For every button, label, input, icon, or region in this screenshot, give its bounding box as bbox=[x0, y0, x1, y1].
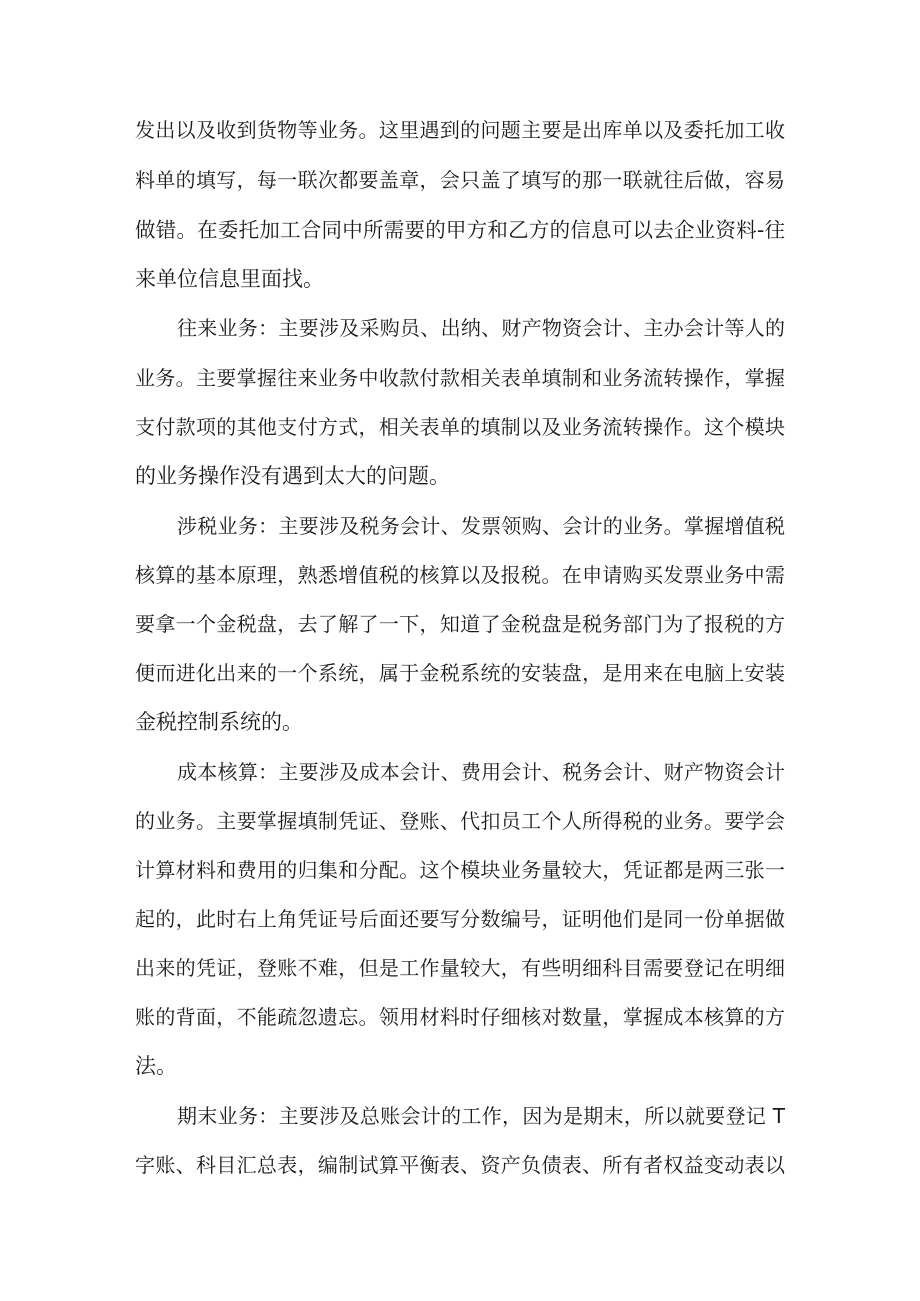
text-line: 起的，此时右上角凭证号后面还要写分数编号，证明他们是同一份单据做 bbox=[135, 907, 785, 931]
text-line: 做错。在委托加工合同中所需要的甲方和乙方的信息可以去企业资料-往 bbox=[135, 218, 785, 242]
text-line: 金税控制系统的。 bbox=[135, 710, 303, 734]
text-line: 的业务操作没有遇到太大的问题。 bbox=[135, 464, 450, 488]
text-line: 成本核算：主要涉及成本会计、费用会计、税务会计、财产物资会计 bbox=[177, 760, 785, 784]
text-line: 的业务。主要掌握填制凭证、登账、代扣员工个人所得税的业务。要学会 bbox=[135, 809, 785, 833]
text-line: 便而进化出来的一个系统，属于金税系统的安装盘，是用来在电脑上安装 bbox=[135, 661, 785, 685]
text-line: 涉税业务：主要涉及税务会计、发票领购、会计的业务。掌握增值税 bbox=[177, 514, 785, 538]
text-line: 账的背面，不能疏忽遗忘。领用材料时仔细核对数量，掌握成本核算的方 bbox=[135, 1005, 785, 1029]
text-line: 期末业务：主要涉及总账会计的工作，因为是期末，所以就要登记 T bbox=[177, 1104, 785, 1128]
text-line: 往来业务：主要涉及采购员、出纳、财产物资会计、主办会计等人的 bbox=[177, 316, 785, 340]
text-line: 法。 bbox=[135, 1054, 177, 1078]
text-line: 料单的填写，每一联次都要盖章，会只盖了填写的那一联就往后做，容易 bbox=[135, 168, 785, 192]
text-line: 计算材料和费用的归集和分配。这个模块业务量较大，凭证都是两三张一 bbox=[135, 858, 785, 882]
text-line: 来单位信息里面找。 bbox=[135, 267, 324, 291]
text-line: 业务。主要掌握往来业务中收款付款相关表单填制和业务流转操作，掌握 bbox=[135, 366, 785, 390]
text-line: 要拿一个金税盘，去了解了一下，知道了金税盘是税务部门为了报税的方 bbox=[135, 612, 785, 636]
text-line: 发出以及收到货物等业务。这里遇到的问题主要是出库单以及委托加工收 bbox=[135, 118, 785, 142]
text-line: 核算的基本原理，熟悉增值税的核算以及报税。在申请购买发票业务中需 bbox=[135, 563, 785, 587]
text-line: 字账、科目汇总表，编制试算平衡表、资产负债表、所有者权益变动表以 bbox=[135, 1153, 785, 1177]
text-line: 支付款项的其他支付方式，相关表单的填制以及业务流转操作。这个模块 bbox=[135, 415, 785, 439]
text-line: 出来的凭证，登账不难，但是工作量较大，有些明细科目需要登记在明细 bbox=[135, 956, 785, 980]
